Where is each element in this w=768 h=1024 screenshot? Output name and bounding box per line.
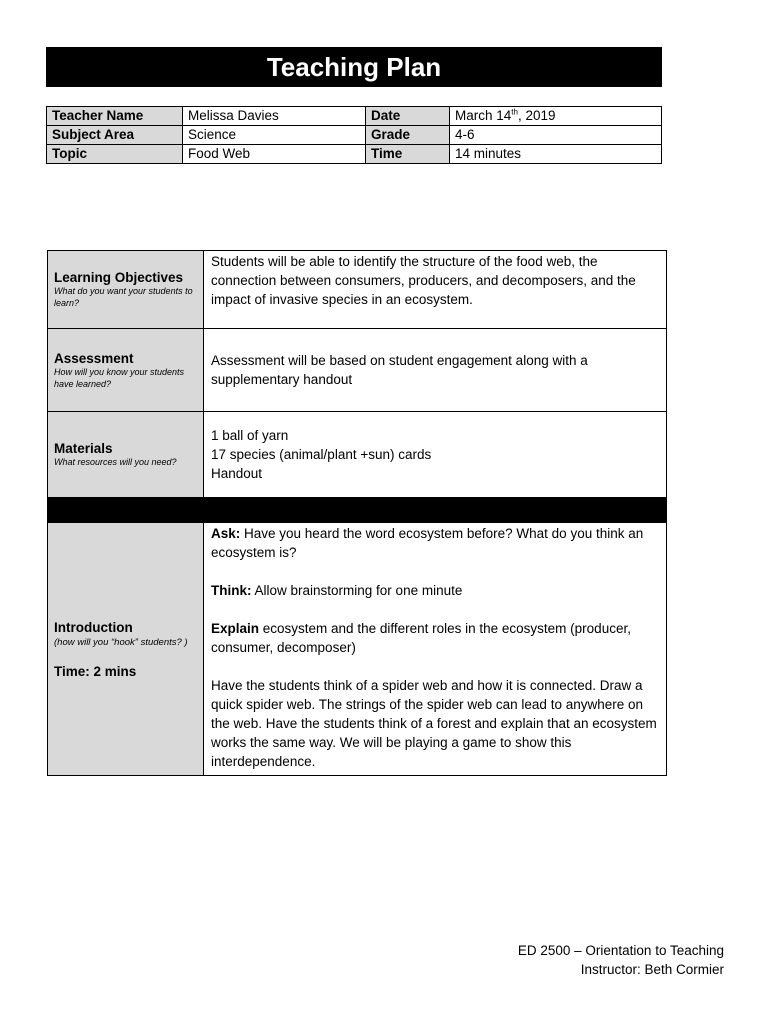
time-value: 14 minutes — [450, 145, 662, 164]
explain-label: Explain — [211, 621, 260, 636]
info-table — [46, 106, 662, 164]
date-label: Date — [366, 107, 450, 126]
introduction-time: Time: 2 mins — [54, 663, 137, 679]
topic-label: Topic — [47, 145, 183, 164]
page-title: Teaching Plan — [46, 47, 662, 87]
info-row — [47, 145, 662, 164]
section-divider — [48, 498, 667, 523]
assessment-content: Assessment will be based on student engagement along with a supplementary handout — [204, 329, 667, 412]
objectives-heading: Learning Objectives — [54, 270, 184, 285]
date-value — [450, 107, 662, 126]
introduction-row — [48, 523, 667, 776]
assessment-heading: Assessment — [54, 350, 134, 366]
objectives-content: Students will be able to identify the structure of the food web, the connection between consumers, producers, and decomposers, and the impact of invasive species in an ecosystem. — [204, 251, 667, 329]
subject-value: Science — [183, 126, 366, 145]
materials-heading: Materials — [54, 441, 113, 456]
materials-content — [204, 412, 667, 498]
introduction-subheading: (how will you “hook” students? ) — [54, 636, 188, 648]
introduction-header — [48, 523, 204, 776]
assessment-subheading: How will you know your students have learned? — [54, 366, 185, 389]
topic-value: Food Web — [183, 145, 366, 164]
time-label: Time — [366, 145, 450, 164]
instructor-name: Instructor: Beth Cormier — [580, 962, 724, 977]
objectives-row — [48, 251, 667, 329]
ask-label: Ask: — [211, 526, 241, 541]
assessment-header — [48, 329, 204, 412]
introduction-content — [204, 523, 667, 776]
materials-item: 17 species (animal/plant +sun) cards — [211, 447, 432, 462]
materials-header — [48, 412, 204, 498]
date-ordinal: th — [511, 107, 518, 117]
think-label: Think: — [211, 583, 252, 598]
think-text: Allow brainstorming for one minute — [251, 583, 463, 598]
objectives-header — [48, 251, 204, 329]
think-line — [211, 581, 659, 600]
objectives-subheading: What do you want your students to learn? — [54, 286, 193, 308]
introduction-heading: Introduction — [54, 619, 133, 635]
grade-label: Grade — [366, 126, 450, 145]
grade-value: 4-6 — [450, 126, 662, 145]
info-row — [47, 126, 662, 145]
explain-text: ecosystem and the different roles in the ecosystem (producer, consumer, decomposer) — [211, 621, 631, 655]
teacher-name-label: Teacher Name — [47, 107, 183, 126]
assessment-row — [48, 329, 667, 412]
teacher-name-value: Melissa Davies — [183, 107, 366, 126]
plan-table — [47, 250, 667, 776]
ask-text: Have you heard the word ecosystem before? What do you think an ecosystem is? — [211, 526, 644, 560]
materials-subheading: What resources will you need? — [54, 457, 177, 467]
course-name: ED 2500 – Orientation to Teaching — [517, 943, 724, 958]
info-row — [47, 107, 662, 126]
ask-line — [211, 524, 659, 562]
spider-web-paragraph: Have the students think of a spider web and how it is connected. Draw a quick spider web. The strings of the spider web can lead to anywhere on the web. Have the students think of a forest and explain that an ecosystem works the same way. We will be playing a game to show this interdependence. — [211, 678, 657, 769]
materials-item: Handout — [211, 466, 263, 481]
subject-label: Subject Area — [47, 126, 183, 145]
materials-item: 1 ball of yarn — [211, 428, 289, 443]
date-day: March 14 — [455, 108, 512, 123]
date-year: , 2019 — [517, 108, 556, 123]
divider-bar — [48, 498, 667, 523]
materials-row — [48, 412, 667, 498]
footer — [518, 941, 724, 979]
explain-line — [211, 619, 659, 657]
